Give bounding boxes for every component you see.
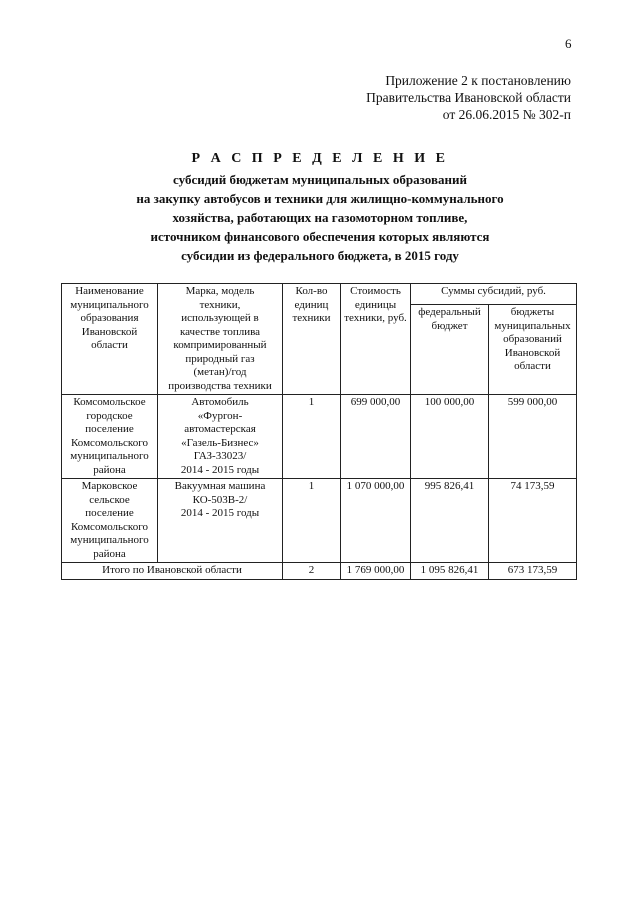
title-line-4: источником финансового обеспечения которых являются [150,229,490,244]
title-main: Р А С П Р Е Д Е Л Е Н И Е [191,151,449,166]
title-line-5: субсидии из федерального бюджета, в 2015 году [181,248,459,263]
title-line-1: субсидий бюджетам муниципальных образований [173,172,467,187]
total-quantity: 2 [283,563,341,580]
header-model: Марка, модель техники, использующей в качестве топлива компримированный природный газ (метан)/год производства техники [158,284,283,395]
title-line-3: хозяйства, работающих на газомоторном топливе, [172,210,468,225]
table-row [62,479,577,563]
appendix-line-2: Правительства Ивановской области [366,90,571,105]
header-unit-cost: Стоимость единицы техники, руб. [341,284,411,395]
cell-federal: 995 826,41 [411,479,489,563]
appendix-reference [366,72,571,123]
total-regional: 673 173,59 [489,563,577,580]
cell-municipality: Марковское сельское поселение Комсомольского муниципального района [62,479,158,563]
total-cost: 1 769 000,00 [341,563,411,580]
cell-model: Вакуумная машина КО-503В-2/ 2014 - 2015 годы [158,479,283,563]
cell-regional: 599 000,00 [489,395,577,479]
cell-model: Автомобиль «Фургон- автомастерская «Газель-Бизнес» ГАЗ-33023/ 2014 - 2015 годы [158,395,283,479]
total-label: Итого по Ивановской области [62,563,283,580]
title-line-2: на закупку автобусов и техники для жилищно-коммунального [136,191,504,206]
total-federal: 1 095 826,41 [411,563,489,580]
page-number: 6 [565,36,572,51]
table-header-row [62,284,577,305]
header-municipality: Наименование муниципального образования Ивановской области [62,284,158,395]
table-total-row [62,563,577,580]
appendix-line-1: Приложение 2 к постановлению [385,73,571,88]
document-title [0,150,640,265]
appendix-line-3: от 26.06.2015 № 302-п [442,107,571,122]
cell-unit-cost: 699 000,00 [341,395,411,479]
cell-unit-cost: 1 070 000,00 [341,479,411,563]
header-federal-budget: федеральный бюджет [411,305,489,395]
cell-municipality: Комсомольское городское поселение Комсомольского муниципального района [62,395,158,479]
header-quantity: Кол-во единиц техники [283,284,341,395]
table-row [62,395,577,479]
cell-quantity: 1 [283,395,341,479]
header-subsidy-sums: Суммы субсидий, руб. [411,284,577,305]
cell-regional: 74 173,59 [489,479,577,563]
cell-federal: 100 000,00 [411,395,489,479]
cell-quantity: 1 [283,479,341,563]
header-municipal-budgets: бюджеты муниципальных образований Ивановской области [489,305,577,395]
subsidy-table [61,283,577,580]
